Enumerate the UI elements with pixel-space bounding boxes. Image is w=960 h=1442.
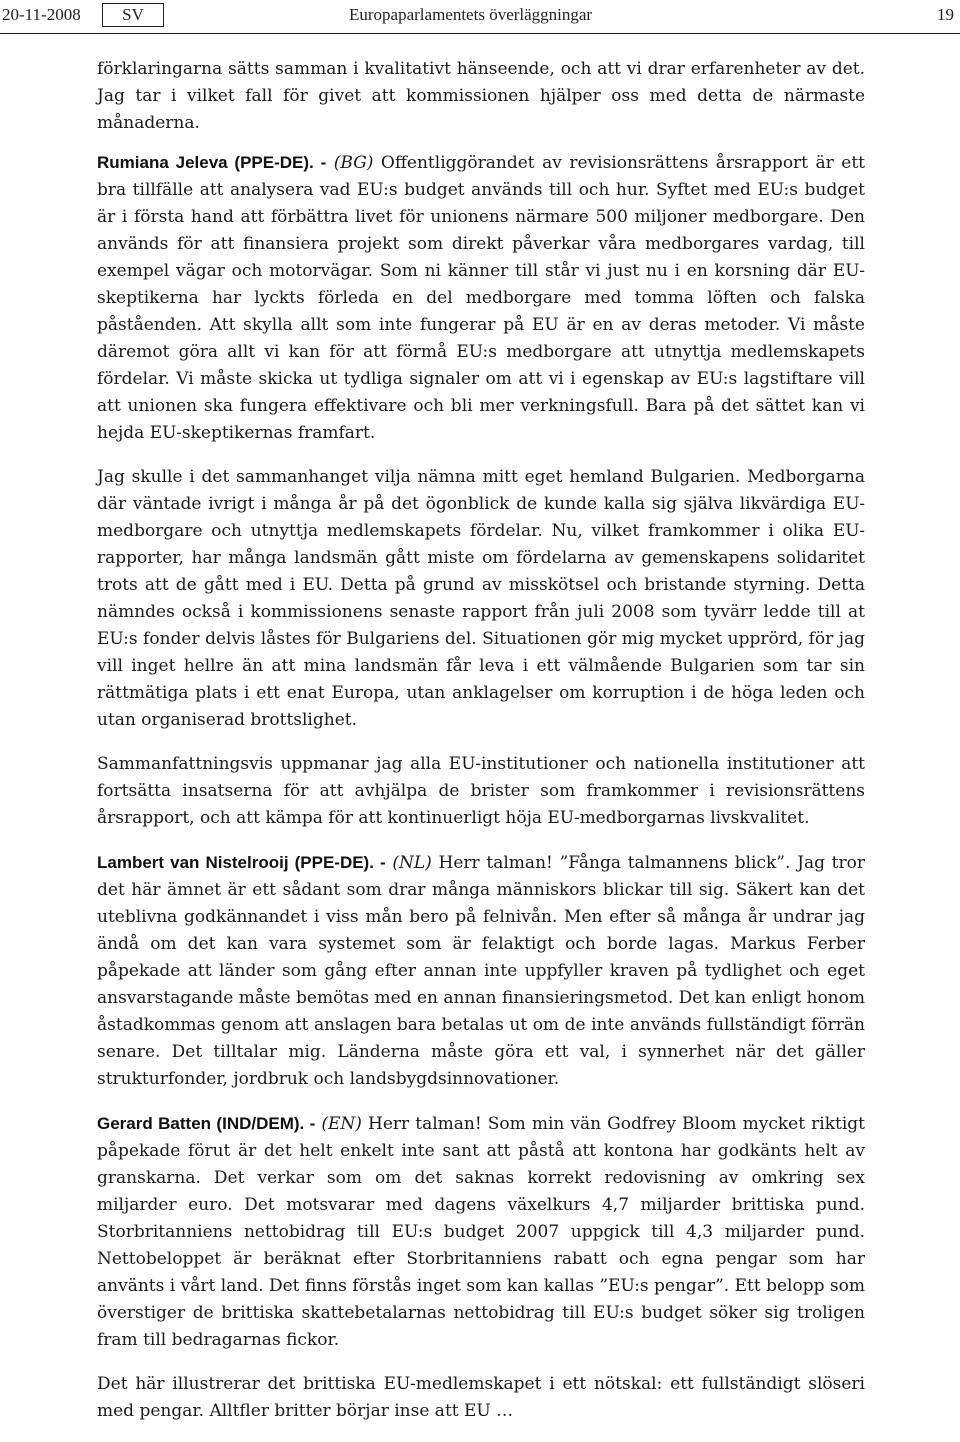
language-code: (NL)	[392, 853, 432, 873]
page-header	[0, 0, 960, 34]
paragraph-bulgaria: Jag skulle i det sammanhanget vilja nämna mitt eget hemland Bulgarien. Medborgarna där väntade ivrigt i många år på det ögonblick de kunde kalla sig själva likvärdiga EU-medborgare och utnyttja medlemskapets fördelar. Nu, vilket framkommer i olika EU-rapporter, har många landsmän gått miste om fördelarna av gemenskapens solidaritet trots att de gått med i EU. Detta på grund av misskötsel och bristande styrning. Detta nämndes också i kommissionens senaste rapport från juli 2008 som tyvärr ledde till at EU:s fonder delvis låstes för Bulgariens del. Situationen gör mig mycket upprörd, för jag vill inget hellre än att mina landsmän får leva i ett välmående Bulgarien som tar sin rättmätiga plats i ett enat Europa, utan anklagelser om korruption i de höga leden och utan organiserad brottslighet.	[97, 467, 865, 730]
language-code: (BG)	[333, 153, 374, 173]
speaker-name: Rumiana Jeleva (PPE-DE). -	[97, 153, 327, 172]
speaker-name: Lambert van Nistelrooij (PPE-DE). -	[97, 853, 386, 872]
header-title: Europaparlamentets överläggningar	[349, 5, 593, 24]
speaker-name: Gerard Batten (IND/DEM). -	[97, 1114, 316, 1133]
speech-nistelrooij	[97, 849, 865, 1093]
debate-content	[97, 56, 865, 1442]
header-language-box: SV	[102, 3, 164, 27]
paragraph-summary: Sammanfattningsvis uppmanar jag alla EU-institutioner och nationella institutioner att fortsätta insatserna för att avhjälpa de brister som framkommer i revisionsrättens årsrapport, och att kämpa för att kontinuerligt höja EU-medborgarnas livskvalitet.	[97, 754, 865, 828]
speech-batten	[97, 1110, 865, 1354]
header-page-number: 19	[937, 5, 954, 24]
speech-text: Herr talman! ”Fånga talmannens blick”. Jag tror det här ämnet är ett sådant som drar många människors blickar till sig. Säkert kan det uteblivna godkännandet i viss mån bero på felnivån. Men efter så många år undrar jag ändå om det kan vara systemet som är felaktigt och borde lagas. Markus Ferber påpekade att länder som gång efter annan inte uppfyller kraven på tydlighet och eget ansvarstagande måste bemötas med en annan finansieringsmetod. Det kan enligt honom åstadkommas genom att anslagen bara betalas ut om de inte används fullständigt förrän senare. Det tilltalar mig. Länderna måste göra ett val, i synnerhet när det gäller strukturfonder, jordbruk och landsbygdsinnovationer.	[97, 853, 865, 1089]
speech-text: Herr talman! Som min vän Godfrey Bloom mycket riktigt påpekade förut är det helt enkelt inte sant att påstå att kontona har godkänts helt av granskarna. Det verkar som om det saknas korrekt redovisning av omkring sex miljarder euro. Det motsvarar med dagens växelkurs 4,7 miljarder brittiska pund. Storbritanniens nettobidrag till EU:s budget 2007 uppgick till 4,3 miljarder pund. Nettobeloppet är beräknat efter Storbritanniens rabatt och egna pengar som har använts i vårt land. Det finns förstås inget som kan kallas ”EU:s pengar”. Ett belopp som överstiger de brittiska skattebetalarnas nettobidrag till EU:s budget söker sig troligen fram till bedragarnas fickor.	[97, 1114, 865, 1350]
header-date: 20-11-2008	[2, 5, 81, 24]
speech-jeleva	[97, 149, 865, 447]
paragraph-conclusion: Det här illustrerar det brittiska EU-medlemskapet i ett nötskal: ett fullständigt slöseri med pengar. Alltfler britter börjar inse att EU …	[97, 1374, 865, 1421]
language-code: (EN)	[321, 1114, 362, 1134]
paragraph-continuation: förklaringarna sätts samman i kvalitativt hänseende, och att vi drar erfarenheter av det. Jag tar i vilket fall för givet att kommissionen hjälper oss med detta de närmaste månaderna.	[97, 59, 865, 133]
speech-text: Offentliggörandet av revisionsrättens årsrapport är ett bra tillfälle att analysera vad EU:s budget används till och hur. Syftet med EU:s budget är i första hand att förbättra livet för unionens närmare 500 miljoner medborgare. Den används för att finansiera projekt som direkt påverkar våra medborgares vardag, till exempel vägar och motorvägar. Som ni känner till står vi just nu i en korsning där EU-skeptikerna har lyckts förleda en del medborgare med tomma löften och falska påståenden. Att skylla allt som inte fungerar på EU är en av deras metoder. Vi måste däremot göra allt vi kan för att förmå EU:s medborgare att utnyttja medlemskapets fördelar. Vi måste skicka ut tydliga signaler om att vi i egenskap av EU:s lagstiftare vill att unionen ska fungera effektivare och bli mer verkningsfull. Bara på det sättet kan vi hejda EU-skeptikernas framfart.	[97, 153, 865, 443]
